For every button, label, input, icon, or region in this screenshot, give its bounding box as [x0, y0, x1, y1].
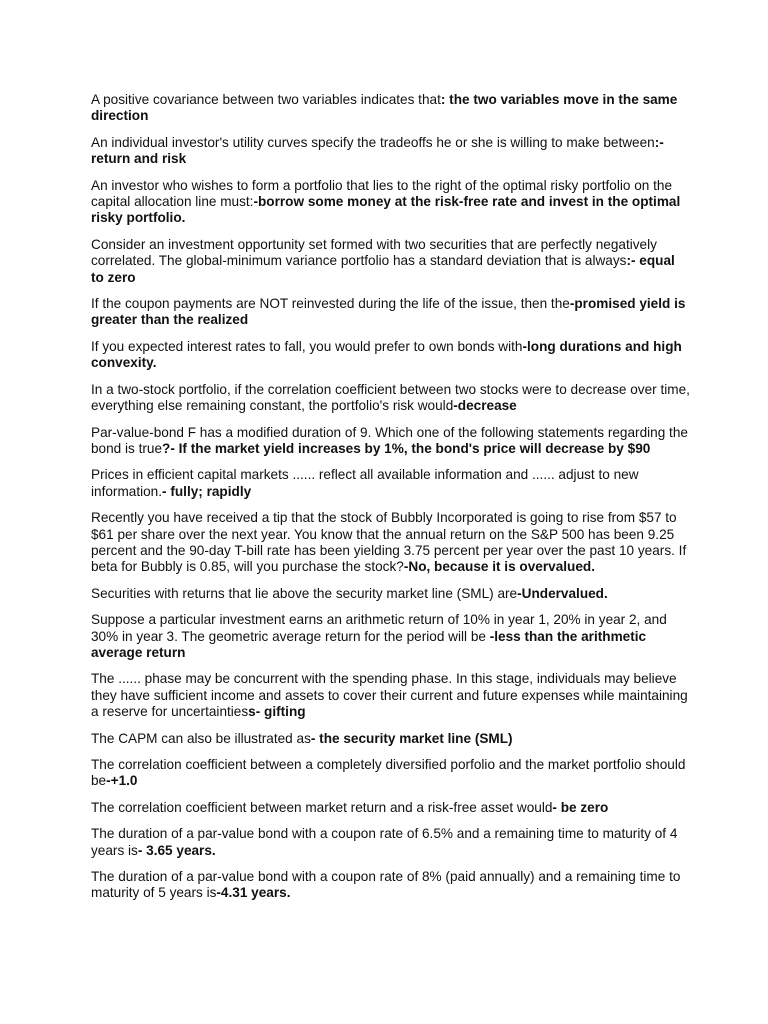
qa-item-16 [91, 800, 691, 816]
question-text: If you expected interest rates to fall, you would prefer to own bonds with [91, 338, 523, 354]
qa-item-15 [91, 757, 691, 790]
answer-text: :- equal to zero [91, 253, 675, 285]
qa-item-11 [91, 586, 691, 602]
question-text: Prices in efficient capital markets ...... reflect all available information and ...... adjust to new information. [91, 467, 639, 499]
answer-text: -decrease [453, 398, 517, 414]
qa-item-4 [91, 237, 691, 286]
question-text: The correlation coefficient between market return and a risk-free asset would [91, 799, 553, 815]
question-text: An individual investor's utility curves specify the tradeoffs he or she is willing to make between [91, 134, 655, 150]
question-text: The CAPM can also be illustrated as [91, 730, 311, 746]
answer-text: -less than the arithmetic average return [91, 628, 647, 660]
answer-text: -No, because it is overvalued. [403, 559, 595, 575]
question-text: The duration of a par-value bond with a coupon rate of 8% (paid annually) and a remaining time to maturity of 5 years is [91, 869, 681, 901]
qa-item-18 [91, 869, 691, 902]
qa-item-9 [91, 467, 691, 500]
qa-item-8 [91, 425, 691, 458]
answer-text: - fully; rapidly [162, 483, 252, 499]
answer-text: -borrow some money at the risk-free rate and invest in the optimal risky portfolio. [91, 194, 681, 226]
qa-item-3 [91, 178, 691, 227]
answer-text: -promised yield is greater than the realized [91, 296, 686, 328]
qa-item-14 [91, 731, 691, 747]
answer-text: -long durations and high convexity. [91, 338, 682, 371]
document-page [91, 92, 691, 912]
question-text: An investor who wishes to form a portfolio that lies to the right of the optimal risky portfolio on the capital allocation line must: [91, 177, 673, 210]
question-text: The ...... phase may be concurrent with the spending phase. In this stage, individuals may believe they have sufficient income and assets to cover their current and future expenses while maintaining a reserve for uncertainties [91, 671, 688, 720]
qa-item-7 [91, 382, 691, 415]
question-text: In a two-stock portfolio, if the correlation coefficient between two stocks were to decrease over time, everything else remaining constant, the portfolio's risk would [91, 381, 690, 414]
answer-text: - 3.65 years. [137, 842, 216, 858]
qa-item-13 [91, 671, 691, 720]
answer-text: - the security market line (SML) [310, 730, 513, 746]
answer-text: :- return and risk [91, 134, 664, 167]
question-text: The correlation coefficient between a completely diversified porfolio and the market portfolio should be [91, 757, 686, 789]
question-text: Consider an investment opportunity set formed with two securities that are perfectly negatively correlated. The global-minimum variance portfolio has a standard deviation that is always [91, 236, 657, 269]
answer-text: -+1.0 [106, 773, 138, 789]
question-text: Par-value-bond F has a modified duration of 9. Which one of the following statements regarding the bond is true [91, 424, 688, 456]
qa-item-10 [91, 510, 691, 576]
question-text: Suppose a particular investment earns an arithmetic return of 10% in year 1, 20% in year 2, and 30% in year 3. The geometric average return for the period will be [91, 612, 667, 644]
qa-item-5 [91, 296, 691, 329]
question-text: If the coupon payments are NOT reinvested during the life of the issue, then the [91, 296, 570, 312]
answer-text: -Undervalued. [517, 585, 608, 601]
question-text: A positive covariance between two variables indicates that [91, 92, 441, 107]
qa-item-17 [91, 826, 691, 859]
qa-item-6 [91, 339, 691, 372]
qa-item-2 [91, 135, 691, 168]
question-text: Recently you have received a tip that the stock of Bubbly Incorporated is going to rise from $57 to $61 per share over the next year. You know that the annual return on the S&P 500 has been 9.25 percent and the 90-day T-bill rate has been yielding 3.75 percent per year over the past 10 years. If beta for Bubbly is 0.85, will you purchase the stock? [91, 510, 687, 575]
question-text: The duration of a par-value bond with a coupon rate of 6.5% and a remaining time to maturity of 4 years is [91, 826, 678, 858]
question-text: Securities with returns that lie above the security market line (SML) are [91, 585, 518, 601]
answer-text: ?- If the market yield increases by 1%, the bond's price will decrease by $90 [162, 440, 651, 456]
qa-item-1 [91, 92, 691, 125]
answer-text: s- gifting [248, 704, 306, 720]
answer-text: - be zero [552, 799, 609, 815]
answer-text: : the two variables move in the same direction [91, 92, 678, 124]
answer-text: -4.31 years. [216, 885, 291, 901]
qa-item-12 [91, 612, 691, 661]
